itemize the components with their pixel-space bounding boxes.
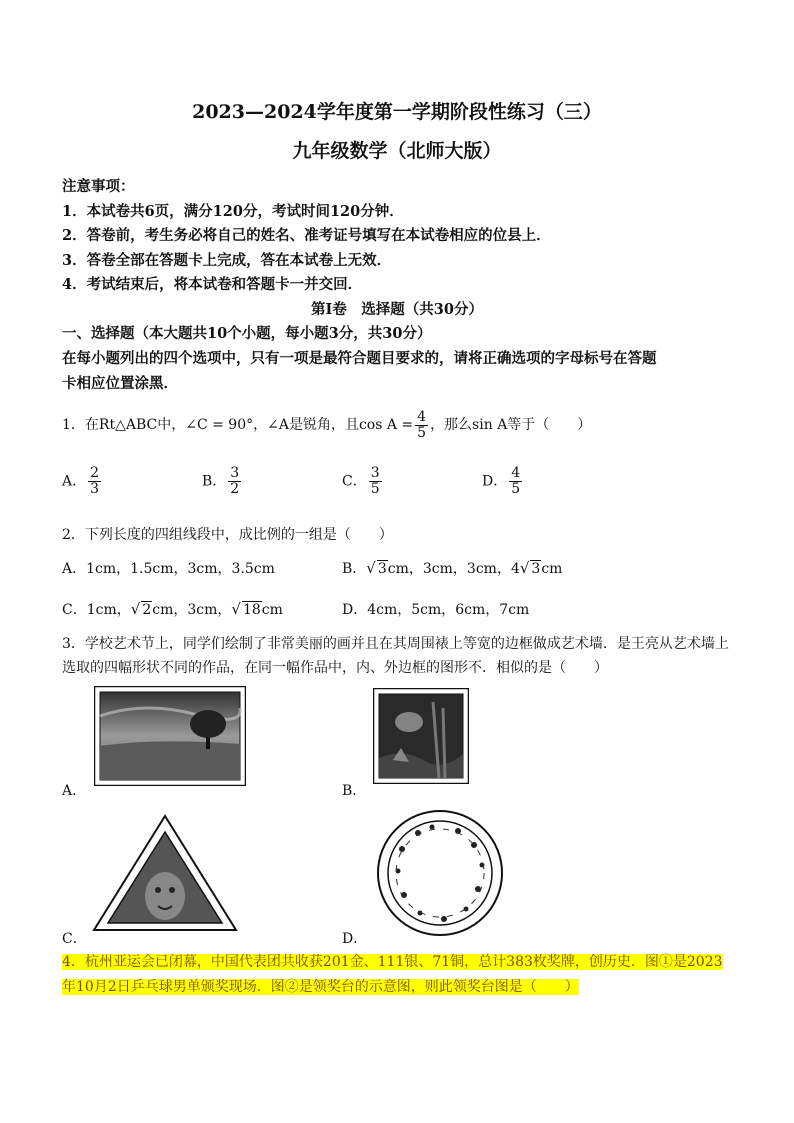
q1-stem-pre: 1．在Rt△ABC中，∠C = 90°，∠A是锐角，且cos A = [62, 417, 414, 433]
q3-label-b[interactable]: B． [342, 783, 367, 799]
q1-fraction: $\frac{4}{5}$ [417, 408, 427, 441]
q3-label-c[interactable]: C． [62, 931, 87, 947]
figure-b-forest [373, 688, 469, 784]
note-item: 1．本试卷共6页，满分120分，考试时间120分钟． [62, 203, 404, 220]
question-4-line: 年10月2日乒乓球男单颁奖现场．图②是领奖台的示意图，则此领奖台图是（ ） [62, 979, 579, 995]
note-item: 4．考试结束后，将本试卷和答题卡一并交回． [62, 276, 363, 293]
q2-option-b[interactable]: B．√ 3cm，3cm，3cm，4√ 3cm [342, 559, 563, 577]
instruction-line: 卡相应位置涂黑． [62, 375, 178, 392]
question-3-line: 选取的四幅形状不同的作品，在同一幅作品中，内、外边框的图形不．相似的是（ ） [62, 660, 608, 676]
q2-option-c[interactable]: C．1cm，√ 2cm，3cm，√ 18cm [62, 600, 283, 618]
note-item: 2．答卷前，考生务必将自己的姓名、准考证号填写在本试卷相应的位县上． [62, 227, 551, 244]
figure-a-landscape [94, 686, 246, 786]
q2-option-a[interactable]: A．1cm，1.5cm，3cm，3.5cm [62, 561, 275, 577]
question-3-line: 3．学校艺术节上，同学们绘制了非常美丽的画并且在其周围裱上等宽的边框做成艺术墙．是王亮从艺术墙上 [62, 636, 729, 652]
question-1-stem [62, 408, 591, 442]
q2-option-d[interactable]: D．4cm，5cm，6cm，7cm [342, 602, 530, 618]
instruction-line: 在每小题列出的四个选项中，只有一项是最符合题目要求的，请将正确选项的字母标号在答题 [62, 350, 657, 367]
q1-option-a[interactable]: A． $\frac{2}{3}$ [62, 465, 100, 497]
notes-heading: 注意事项： [62, 178, 135, 195]
part-heading: 一、选择题（本大题共10个小题，每小题3分，共30分） [62, 325, 432, 342]
figure-d-circle-wreath [374, 809, 506, 937]
q3-label-d[interactable]: D． [342, 931, 368, 947]
question-4-line: 4．杭州亚运会已闭幕，中国代表团共收获201金、111银、71铜，总计383枚奖牌，创历史．图①是2023 [62, 954, 723, 970]
section-title: 第Ⅰ卷 选择题（共30分） [311, 301, 483, 318]
page-title: 2023—2024学年度第一学期阶段性练习（三） [192, 101, 602, 123]
q1-stem-post: ，那么sin A等于（ ） [430, 417, 592, 433]
q3-label-a[interactable]: A． [62, 783, 87, 799]
figure-c-triangle [92, 814, 238, 932]
q1-option-c[interactable]: C． $\frac{3}{5}$ [342, 465, 380, 497]
question-2-stem: 2．下列长度的四组线段中，成比例的一组是（ ） [62, 527, 393, 543]
page-subtitle: 九年级数学（北师大版） [292, 140, 502, 162]
note-item: 3．答卷全部在答题卡上完成，答在本试卷上无效． [62, 252, 392, 269]
q1-option-b[interactable]: B． $\frac{3}{2}$ [202, 465, 240, 497]
q1-option-d[interactable]: D． $\frac{4}{5}$ [482, 465, 521, 497]
